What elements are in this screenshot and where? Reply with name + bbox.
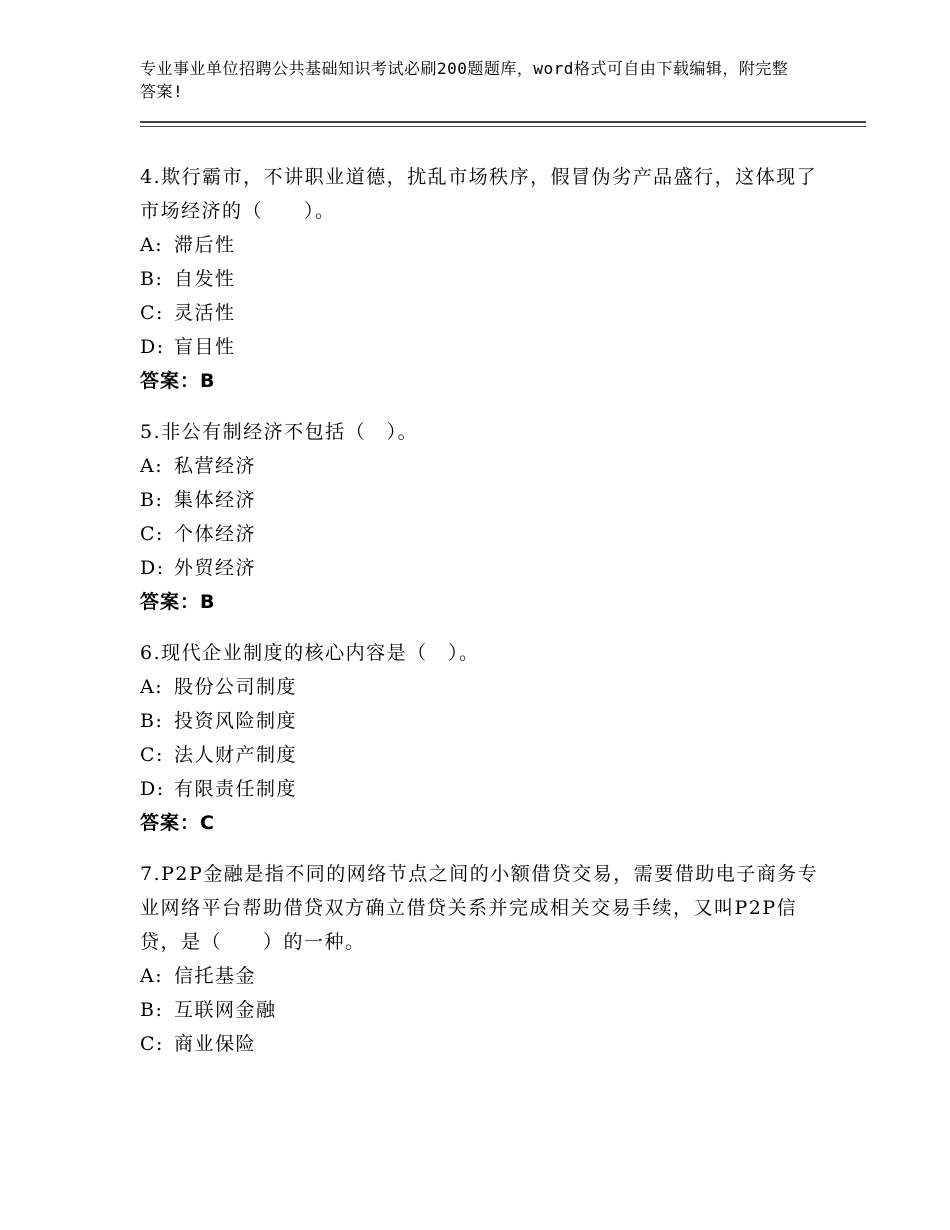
option-b bbox=[140, 262, 820, 296]
option-key: C: bbox=[140, 302, 164, 324]
option-text: 滞后性 bbox=[174, 234, 236, 256]
question-list bbox=[140, 160, 820, 1078]
option-text: 股份公司制度 bbox=[174, 676, 298, 698]
header-divider bbox=[140, 121, 866, 127]
option-b bbox=[140, 704, 820, 738]
question-6 bbox=[140, 636, 820, 840]
option-text: 灵活性 bbox=[174, 302, 236, 324]
option-text: 自发性 bbox=[174, 268, 236, 290]
option-key: A: bbox=[140, 965, 164, 987]
option-b bbox=[140, 483, 820, 517]
option-key: A: bbox=[140, 455, 164, 477]
option-a bbox=[140, 228, 820, 262]
option-a bbox=[140, 449, 820, 483]
option-text: 私营经济 bbox=[174, 455, 257, 477]
option-c bbox=[140, 738, 820, 772]
option-key: D: bbox=[140, 557, 165, 579]
document-header: 专业事业单位招聘公共基础知识考试必刷200题题库，word格式可自由下载编辑，附完整答案! bbox=[140, 59, 789, 101]
option-key: B: bbox=[140, 268, 164, 290]
option-key: D: bbox=[140, 778, 165, 800]
option-key: B: bbox=[140, 489, 164, 511]
option-text: 有限责任制度 bbox=[174, 778, 298, 800]
option-d bbox=[140, 330, 820, 364]
option-key: C: bbox=[140, 1033, 164, 1055]
option-c bbox=[140, 1027, 820, 1061]
question-7 bbox=[140, 857, 820, 1061]
question-stem: 6.现代企业制度的核心内容是（ ）。 bbox=[140, 642, 480, 664]
option-text: 集体经济 bbox=[174, 489, 257, 511]
answer-line: 答案：B bbox=[140, 591, 216, 613]
option-key: B: bbox=[140, 999, 164, 1021]
option-a bbox=[140, 670, 820, 704]
option-text: 商业保险 bbox=[174, 1033, 257, 1055]
question-4 bbox=[140, 160, 820, 398]
option-c bbox=[140, 296, 820, 330]
option-key: D: bbox=[140, 336, 165, 358]
option-text: 法人财产制度 bbox=[174, 744, 298, 766]
answer-line: 答案：B bbox=[140, 370, 216, 392]
option-text: 互联网金融 bbox=[174, 999, 277, 1021]
option-d bbox=[140, 551, 820, 585]
option-key: B: bbox=[140, 710, 164, 732]
option-key: A: bbox=[140, 676, 164, 698]
answer-line: 答案：C bbox=[140, 812, 215, 834]
question-5 bbox=[140, 415, 820, 619]
question-stem: 5.非公有制经济不包括（ ）。 bbox=[140, 421, 419, 443]
option-key: A: bbox=[140, 234, 164, 256]
option-key: C: bbox=[140, 523, 164, 545]
option-a bbox=[140, 959, 820, 993]
option-text: 个体经济 bbox=[174, 523, 257, 545]
option-text: 信托基金 bbox=[174, 965, 257, 987]
option-c bbox=[140, 517, 820, 551]
option-text: 外贸经济 bbox=[174, 557, 257, 579]
question-stem: 7.P2P金融是指不同的网络节点之间的小额借贷交易，需要借助电子商务专业网络平台帮助借贷双方确立借贷关系并完成相关交易手续，又叫P2P信贷，是（ ）的一种。 bbox=[140, 863, 819, 953]
option-d bbox=[140, 772, 820, 806]
option-text: 盲目性 bbox=[174, 336, 236, 358]
option-text: 投资风险制度 bbox=[174, 710, 298, 732]
option-key: C: bbox=[140, 744, 164, 766]
question-stem: 4.欺行霸市，不讲职业道德，扰乱市场秩序，假冒伪劣产品盛行，这体现了市场经济的（ ）。 bbox=[140, 166, 818, 222]
option-b bbox=[140, 993, 820, 1027]
